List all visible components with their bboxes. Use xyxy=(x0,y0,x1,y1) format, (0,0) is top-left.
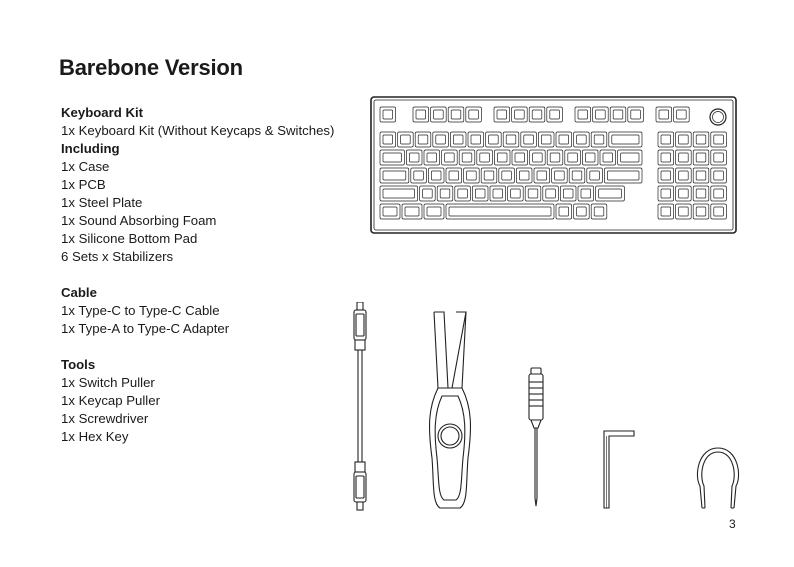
hex-key-icon xyxy=(600,428,640,512)
tools-section xyxy=(61,356,160,446)
including-heading: Including xyxy=(61,141,120,156)
keyboard-kit-heading: Keyboard Kit xyxy=(61,105,144,120)
keyboard-kit-section xyxy=(61,104,334,266)
cable-heading: Cable xyxy=(61,285,97,300)
page-title: Barebone Version xyxy=(59,55,243,80)
list-item: 1x Screwdriver xyxy=(61,411,149,426)
list-item: 1x Steel Plate xyxy=(61,195,143,210)
list-item: 1x PCB xyxy=(61,177,106,192)
list-item: 1x Silicone Bottom Pad xyxy=(61,231,198,246)
list-item: 6 Sets x Stabilizers xyxy=(61,249,174,264)
keyboard-illustration xyxy=(370,96,738,236)
page-number: 3 xyxy=(729,517,736,531)
keyboard-kit-item: 1x Keyboard Kit (Without Keycaps & Switches) xyxy=(61,123,335,138)
switch-puller-icon xyxy=(692,446,744,512)
list-item: 1x Keycap Puller xyxy=(61,393,160,408)
list-item: 1x Sound Absorbing Foam xyxy=(61,213,217,228)
list-item: 1x Switch Puller xyxy=(61,375,155,390)
cable-section xyxy=(61,284,229,338)
keycap-puller-icon xyxy=(424,308,476,512)
list-item: 1x Type-C to Type-C Cable xyxy=(61,303,220,318)
list-item: 1x Type-A to Type-C Adapter xyxy=(61,321,230,336)
screwdriver-icon xyxy=(524,366,548,512)
tools-heading: Tools xyxy=(61,357,96,372)
list-item: 1x Case xyxy=(61,159,110,174)
cable-icon xyxy=(346,302,374,514)
list-item: 1x Hex Key xyxy=(61,429,129,444)
